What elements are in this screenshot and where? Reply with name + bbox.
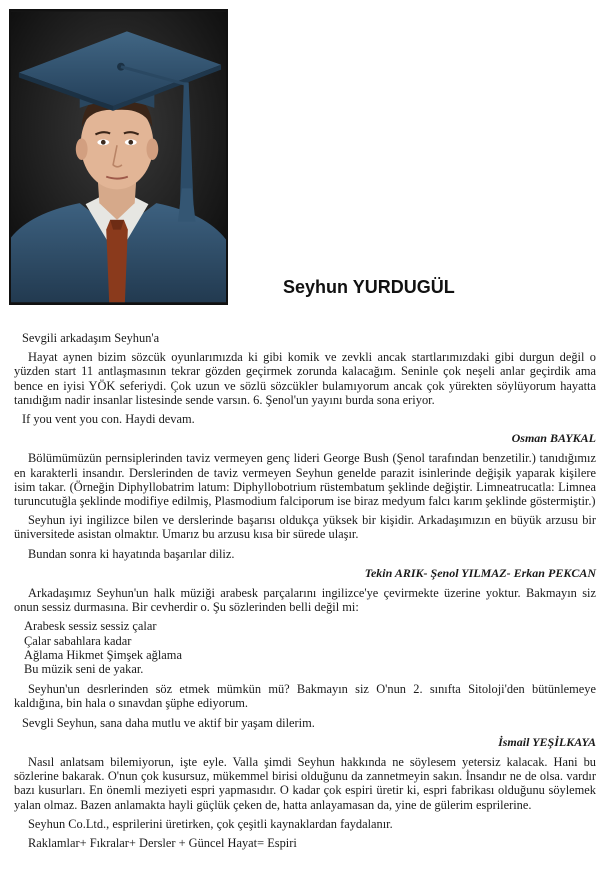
- poem: [24, 619, 596, 676]
- paragraph-9: Nasıl anlatsam bilemiyorun, işte eyle. Valla şimdi Seyhun hakkında ne söylesem yetersiz kalacak. Hani bu sözlerine bakarak. O'nun çok kusursuz, mükemmel birisi olduğunu da zannetmeyin sakın. İnsandır ne de olsa. vardır bazı kusurları. En önemli meziyeti espri yapmasıdır. O kadar çok espiri üretir ki, espri fabrikası olduğunu söylemek yalan olmaz. Bazen anlamakta hayli güçlük çeken de, hatta anlayamasan da, yine de gülerim esprilerine.: [14, 755, 596, 812]
- signature-osman: Osman BAYKAL: [511, 431, 596, 446]
- paragraph-6: Arkadaşımız Seyhun'un halk müziği arabesk parçalarını ingilizce'ye çevirmekte üzerine yoktur. Bakmayın siz onun sessiz durmasına. Bir cevherdir o. Şu sözlerinden belli değil mi:: [14, 586, 596, 615]
- paragraph-2: If you vent you con. Haydi devam.: [22, 412, 195, 427]
- poem-line: Bu müzik seni de yakar.: [24, 662, 144, 677]
- paragraph-4: Seyhun iyi ingilizce bilen ve derslerinde başarısı oldukça yüksek bir kişidir. Arkadaşımızın en büyük arzusu bir üniversitede asistan olmaktır. Umarız bu arzusu kısa bir sürede ulaşır.: [14, 513, 596, 542]
- paragraph-5: Bundan sonra ki hayatında başarılar diliz.: [28, 546, 235, 561]
- poem-line: Çalar sabahlara kadar: [24, 633, 132, 648]
- paragraph-7: Seyhun'un desrlerinden söz etmek mümkün mü? Bakmayın siz O'nun 2. sınıfta Sitoloji'den bütünlemeye kaldığına, bin hala o sınavdan şüphe ediyorum.: [14, 682, 596, 711]
- signature-ismail: İsmail YEŞİLKAYA: [498, 734, 596, 749]
- poem-line: Ağlama Hikmet Şimşek ağlama: [24, 647, 182, 662]
- person-name: Seyhun YURDUGÜL: [283, 277, 455, 297]
- poem-line: Arabesk sessiz sessiz çalar: [24, 619, 157, 634]
- paragraph-3: Bölümümüzün pernsiplerinden taviz vermeyen genç lideri George Bush (Şenol tarafından benzetilir.) tanıdığımız en karakterli insandır. Derslerinden de taviz vermeyen Seyhun genelde parazit isinlerinde değişik yaparak kişilere isim takar. (Örneğin Diphyllobatrim latum: Diphyllobotrium rüstembatum şeklinde değiştir. Limneatrucatla: Limnea turuncutuğla şeklinde modifiye edilmiş, Plasmodium falciporum ise biraz medyum falcı karım şeklinde göstermiştir.): [14, 451, 596, 509]
- portrait-photo: [9, 9, 228, 305]
- paragraph-10: Seyhun Co.Ltd., esprilerini üretirken, çok çeşitli kaynaklardan faydalanır.: [28, 816, 393, 831]
- paragraph-1: Hayat aynen bizim sözcük oyunlarımızda ki gibi komik ve zevkli ancak startlarımızdaki gibi durgun değil o yüzden start 11 antlaşmasının tekrar gözden geçirmek zorunda kalacağım. Seninle çok neşeli anlar geçirdik ama bence en iyisi YÖK seferiydi. Çok uzun ve sözlü sözcükler bulamıyorum ancak çok yürekten söylüyorum hayatta tanıdığım nadir insanlar listesinde sende varsın. 6. Şenol'un yayını burda sona eriyor.: [14, 350, 596, 407]
- article-body: [14, 331, 596, 855]
- greeting: Sevgili arkadaşım Seyhun'a: [22, 331, 160, 345]
- signature-group: Tekin ARIK- Şenol YILMAZ- Erkan PEKCAN: [364, 565, 596, 580]
- paragraph-11: Raklamlar+ Fıkralar+ Dersler + Güncel Hayat= Espiri: [28, 836, 297, 851]
- graduate-portrait-image: [11, 11, 226, 303]
- paragraph-8: Sevgli Seyhun, sana daha mutlu ve aktif bir yaşam dilerim.: [22, 715, 315, 730]
